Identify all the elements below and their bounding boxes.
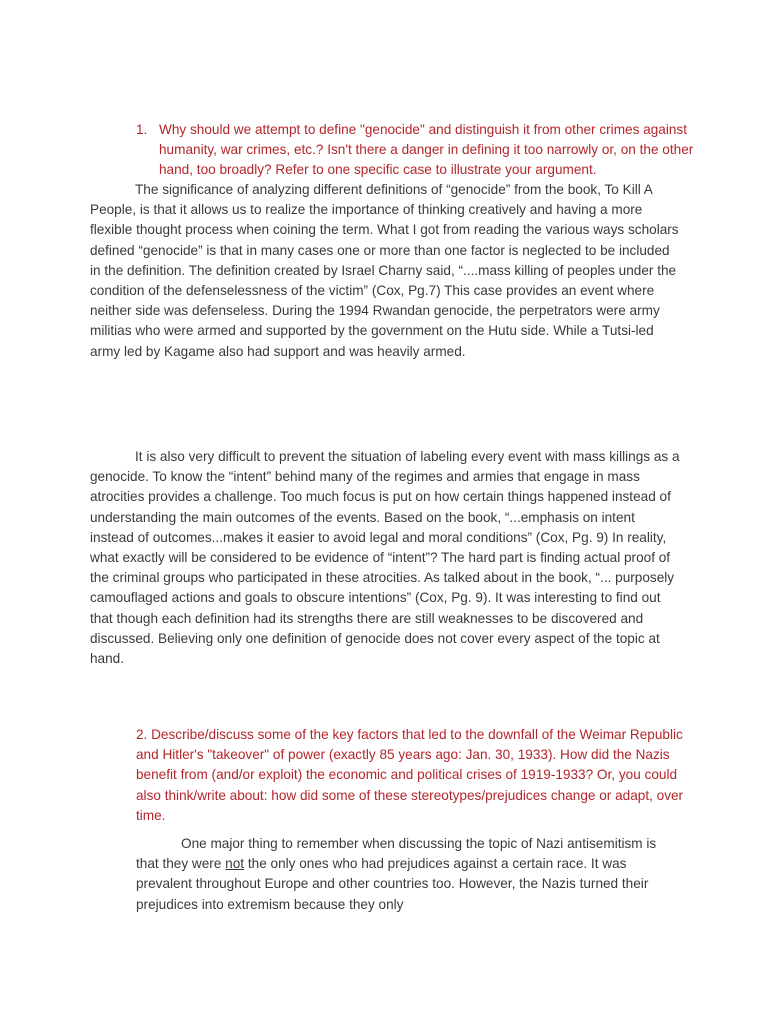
question-2-text: 2. Describe/discuss some of the key factors that led to the downfall of the Weimar Republic and Hitler's "takeover" of power (exactly 85 years ago: Jan. 30, 1933). How did the Nazis benefit from (and/or exploit) the economic and political crises of 1919-1933? Or, you could also think/write about: how did some of these stereotypes/prejudices change or adapt, over time.: [136, 727, 684, 823]
answer-2-text-start: One major thing to remember when discussing the topic of Nazi antisemitism is that they were: [136, 836, 657, 872]
answer-2-underlined-word: not: [225, 856, 245, 872]
answer-1-paragraph-1: The significance of analyzing different definitions of “genocide” from the book, To Kill A People, is that it allows us to realize the importance of thinking creatively and having a more flexible thought process when coining the term. What I got from reading the various ways scholars defined “genocide” is that in many cases one or more than one factor is neglected to be included in the definition. The definition created by Israel Charny said, “....mass killing of peoples under the condition of the defenselessness of the victim” (Cox, Pg.7) This case provides an event where neither side was defenseless. During the 1994 Rwandan genocide, the perpetrators were army militias who were armed and supported by the government on the Hutu side. While a Tutsi-led army led by Kagame also had support and was heavily armed.: [90, 182, 679, 359]
answer-1-paragraph-2: It is also very difficult to prevent the situation of labeling every event with mass killings as a genocide. To know the “intent” behind many of the regimes and armies that engage in mass atrocities provides a challenge. Too much focus is put on how certain things happened instead of understanding the main outcomes of the events. Based on the book, “...emphasis on intent instead of outcomes...makes it easier to avoid legal and moral conditions” (Cox, Pg. 9) In reality, what exactly will be considered to be evidence of “intent”? The hard part is finding actual proof of the criminal groups who participated in these atrocities. As talked about in the book, “... purposely camouflaged actions and goals to obscure intentions” (Cox, Pg. 9). It was interesting to find out that though each definition had its strengths there are still weaknesses to be discovered and discussed. Believing only one definition of genocide does not cover every aspect of the topic at hand.: [90, 449, 680, 667]
answer-2-text-end: the only ones who had prejudices against a certain race. It was prevalent throughout Europe and other countries too. However, the Nazis turned their prejudices into extremism because they only: [136, 856, 649, 912]
question-1: [136, 120, 696, 181]
question-1-text: Why should we attempt to define "genocide" and distinguish it from other crimes against humanity, war crimes, etc.? Isn't there a danger in defining it too narrowly or, on the other hand, too broadly? Refer to one specific case to illustrate your argument.: [159, 122, 694, 178]
answer-2-paragraph-1: [136, 834, 681, 915]
question-1-number: 1.: [136, 122, 148, 137]
